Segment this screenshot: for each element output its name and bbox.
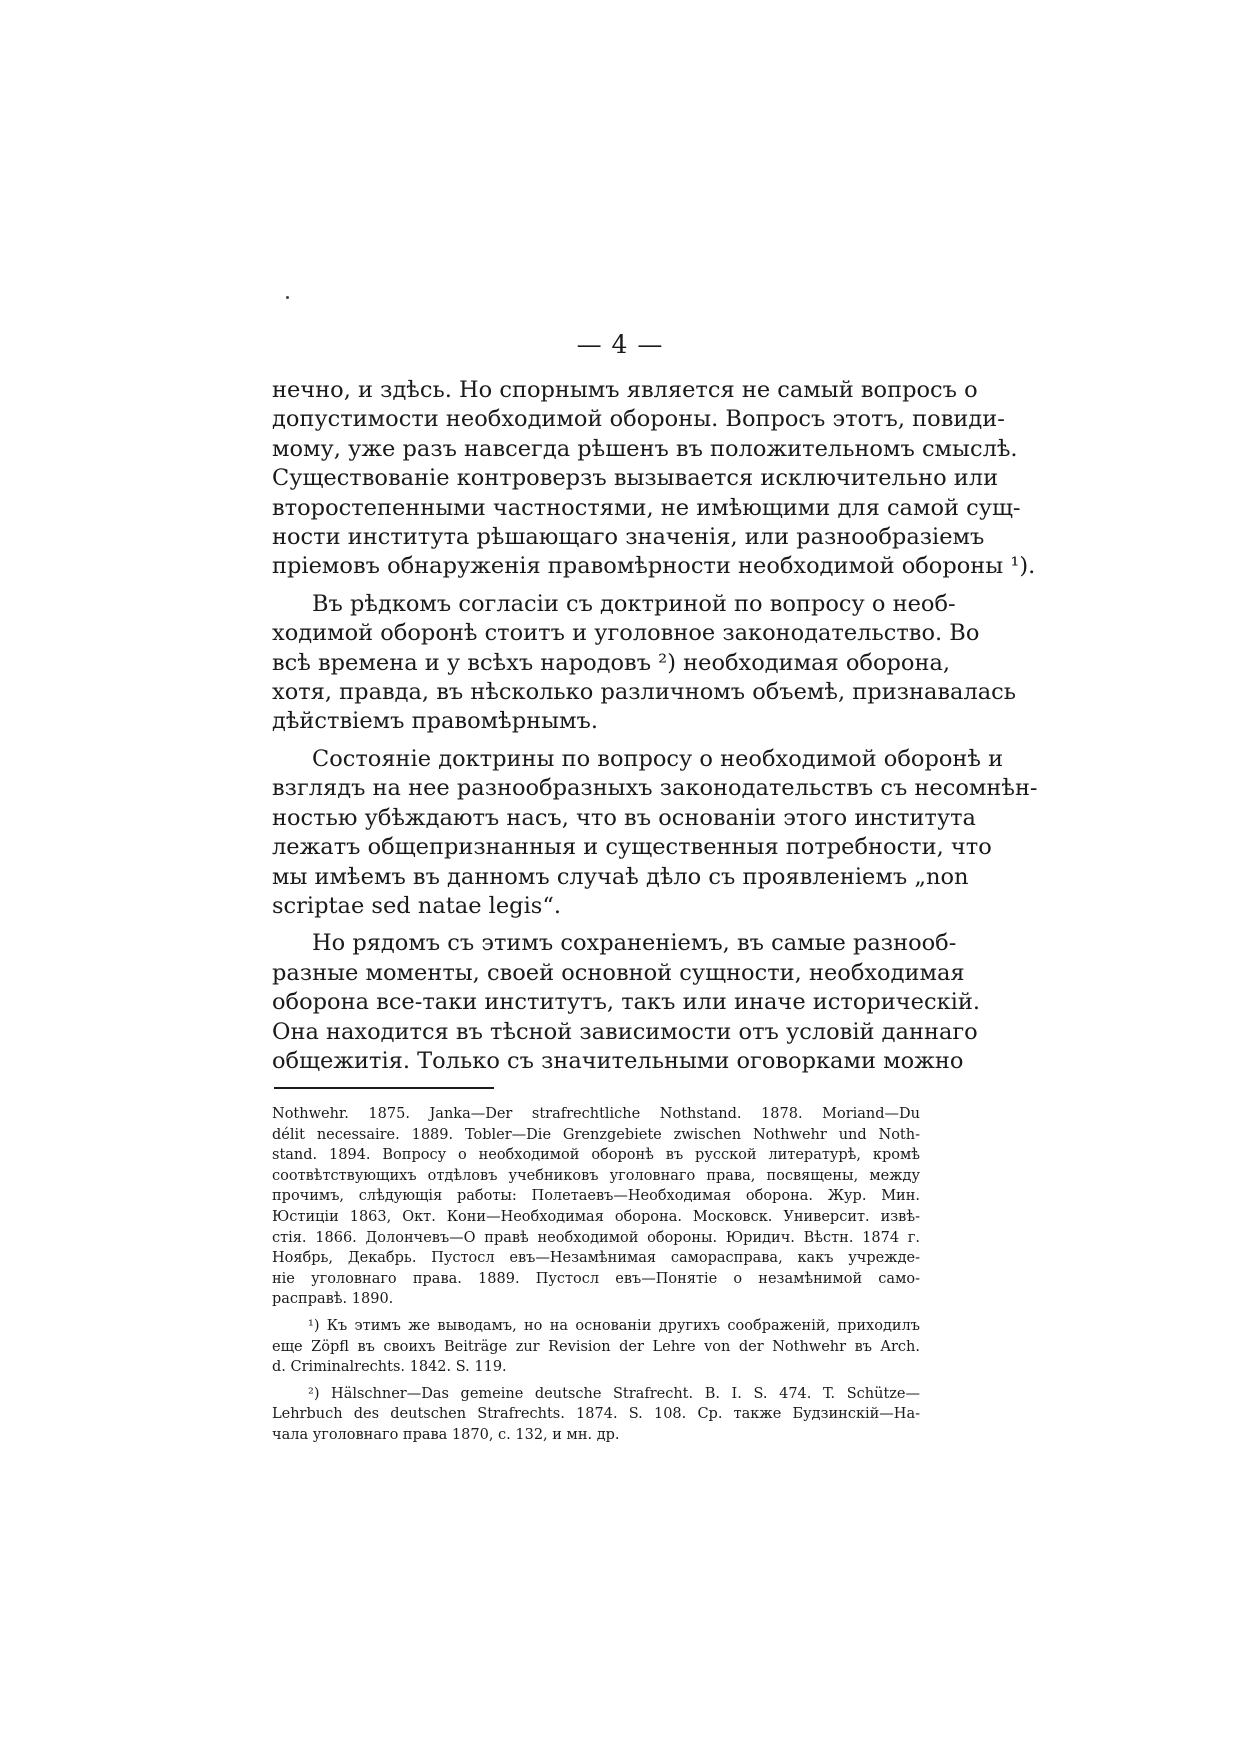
footnote-line: распpавѣ. 1890. [272,1291,394,1308]
body-line: дѣйствіемъ правомѣрнымъ. [272,708,598,735]
body-line: лежатъ общепризнанныя и существенныя потребности, что [272,834,992,861]
footnote-line: Lehrbuch des deutschen Strafrechts. 1874. S. 108. Ср. также Будзинскій—На- [272,1406,920,1423]
body-line: допустимости необходимой обороны. Вопросъ этотъ, повиди- [272,406,1005,433]
body-line: общежитія. Только съ значительными оговорками можно [272,1047,964,1074]
footnote-line: прочимъ, слѣдующія работы: Полетаевъ—Необходимая оборона. Жур. Мин. [272,1188,920,1205]
body-line: Она находится въ тѣсной зависимости отъ условій даннаго [272,1018,978,1045]
footnote-line: ²) Hälschner—Das gemeine deutsche Strafrecht. B. I. S. 474. T. Schütze— [308,1385,920,1402]
footnote-line: соотвѣтствующихъ отдѣловъ учебниковъ уголовнаго права, посвящены, между [272,1167,920,1184]
body-line: scriptae sed natae legis“. [272,892,561,919]
body-line: взглядъ на нее разнообразныхъ законодательствъ съ несомнѣн- [272,775,1038,802]
body-line: мы имѣемъ въ данномъ случаѣ дѣло съ проявленіемъ „non [272,863,969,890]
footnote-line: стія. 1866. Долончевъ—О правѣ необходимой обороны. Юридич. Вѣстн. 1874 г. [272,1229,920,1246]
footnote-divider [274,1087,494,1089]
footnote-line: ніе уголовнаго права. 1889. Пустосл евъ—Понятіе о незамѣнимой само- [272,1270,920,1287]
footnote-line: stand. 1894. Вопросу о необходимой оборонѣ въ русской литературѣ, кромѣ [272,1147,920,1164]
body-line: ходимой оборонѣ стоитъ и уголовное законодательство. Во [272,620,980,647]
body-line: разные моменты, своей основной сущности, необходимая [272,959,965,986]
page-number: — 4 — [576,330,664,359]
footnotes [272,1104,920,1446]
body-line: хотя, правда, въ нѣсколько различномъ объемѣ, признавалась [272,679,1017,706]
footnote-line: Юстиціи 1863, Окт. Кони—Необходимая оборона. Московск. Университ. извѣ- [272,1208,920,1225]
body-line: ностью убѣждаютъ насъ, что въ основаніи этого института [272,804,976,831]
body-line: нечно, и здѣсь. Но спорнымъ является не самый вопросъ о [272,377,978,403]
body-line: мому, уже разъ навсегда рѣшенъ въ положительномъ смыслѣ. [272,435,1018,462]
body-line: Состояніе доктрины по вопросу о необходимой оборонѣ и [312,745,1004,772]
body-line: ности института рѣшающаго значенія, или разнообразіемъ [272,524,985,551]
footnote-line: чала уголовнаго права 1870, с. 132, и мн. др. [272,1426,620,1443]
print-speck [286,296,289,299]
footnote-line: d. Criminalrechts. 1842. S. 119. [272,1359,507,1376]
footnote-line: délit necessaire. 1889. Tobler—Die Grenzgebiete zwischen Nothwehr und Noth- [272,1126,920,1143]
footnote-line: Nothwehr. 1875. Janka—Der strafrechtliche Nothstand. 1878. Moriand—Du [272,1106,920,1122]
footnote-line: ¹) Къ этимъ же выводамъ, но на основаніи другихъ соображеній, приходилъ [308,1317,920,1334]
body-line: Но рядомъ съ этимъ сохраненіемъ, въ самые разнооб- [312,930,957,957]
body-line: оборона все-таки институтъ, такъ или иначе историческій. [272,989,980,1016]
body-line: всѣ времена и у всѣхъ народовъ ²) необходимая оборона, [272,649,951,676]
body-line: второстепенными частностями, не имѣющими для самой сущ- [272,494,1021,521]
body-line: пріемовъ обнаруженія правомѣрности необходимой обороны ¹). [272,553,1036,580]
body-line: Въ рѣдкомъ согласіи съ доктриной по вопросу о необ- [312,590,956,617]
body-line: Существованіе контроверзъ вызывается исключительно или [272,465,999,492]
footnote-line: еще Zöpfl въ своихъ Beiträge zur Revision der Lehre von der Nothwehr въ Arch. [272,1338,920,1355]
body-text [272,376,1038,1076]
footnote-line: Ноябрь, Декабрь. Пустосл евъ—Незамѣнимая саморасправа, какъ учрежде- [272,1250,920,1267]
